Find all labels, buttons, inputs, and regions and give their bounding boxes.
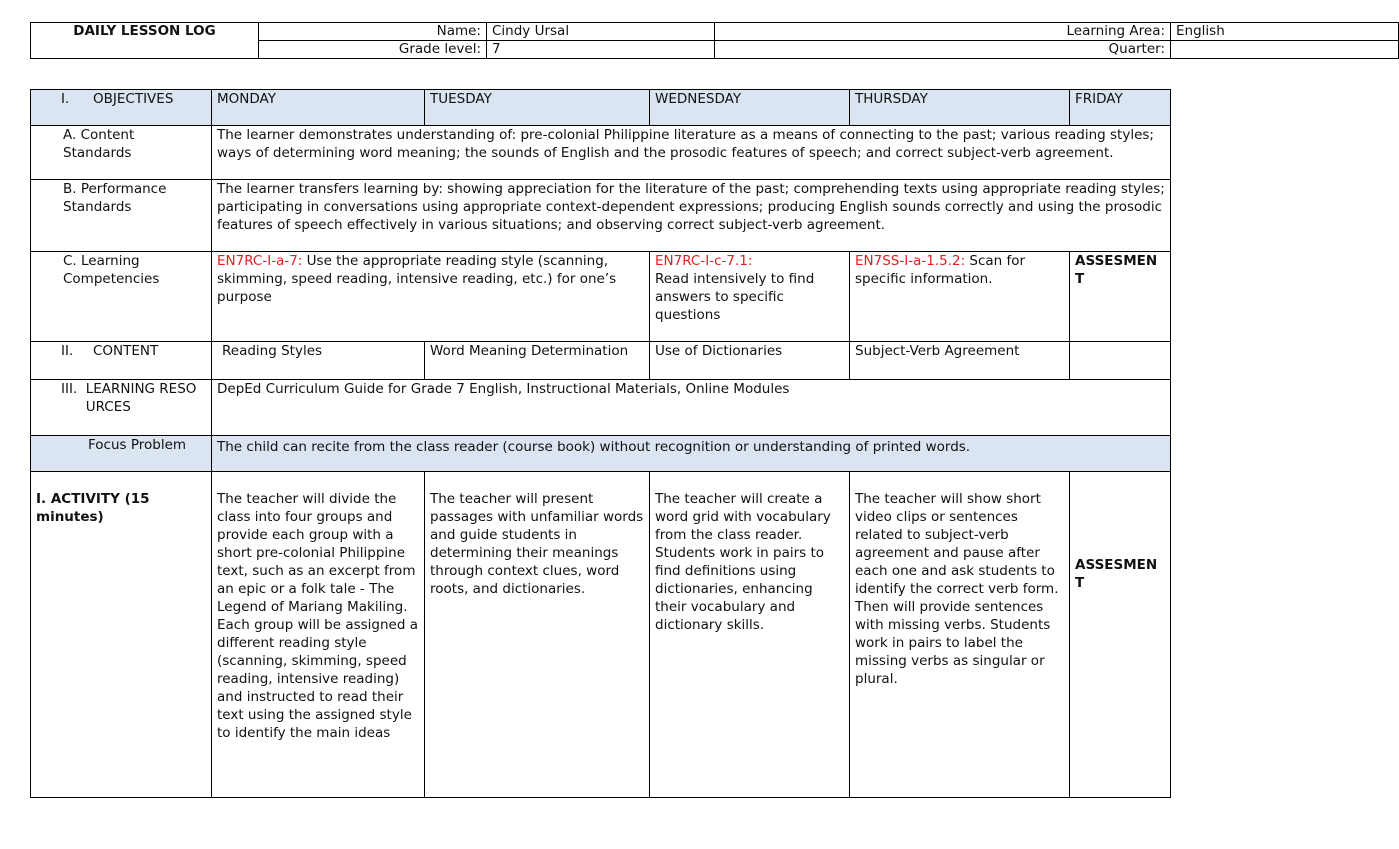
activity-tuesday: The teacher will present passages with unfamiliar words and guide students in determining their meanings through context clues, word roots, and dictionaries. [425,472,650,798]
objectives-num: I. [61,91,70,107]
performance-standards-label: B. Performance Standards [31,180,212,252]
content-text: CONTENT [93,343,159,359]
content-thursday: Subject-Verb Agreement [850,342,1070,380]
learning-area-label: Learning Area: [715,23,1171,41]
quarter-value[interactable] [1171,41,1399,59]
activity-thursday: The teacher will show short video clips or sentences related to subject-verb agreement and pause after each one and ask students to identify the correct verb form. Then will provide sentences with missing verbs. Students work in pairs to label the missing verbs as singular or plural. [850,472,1070,798]
content-wednesday: Use of Dictionaries [650,342,850,380]
content-label [31,342,212,380]
quarter-label: Quarter: [715,41,1171,59]
content-num: II. [61,343,74,359]
performance-standards-row [31,180,1171,252]
competency-text-thursday: Scan for specific information. [855,253,1026,287]
day-wednesday: WEDNESDAY [650,90,850,126]
objectives-row [31,90,1171,126]
grade-label: Grade level: [259,41,487,59]
objectives-text: OBJECTIVES [93,91,174,107]
day-monday: MONDAY [212,90,425,126]
activity-wednesday: The teacher will create a word grid with vocabulary from the class reader. Students work in pairs to find definitions using dictionaries, enhancing their vocabulary and dictionary skills. [650,472,850,798]
competency-text-wednesday: Read intensively to find answers to specific questions [655,271,815,323]
competency-friday: ASSESMENT [1070,252,1171,342]
log-title: DAILY LESSON LOG [31,23,259,59]
activity-friday: ASSESMENT [1070,472,1171,798]
resources-num: III. [61,381,78,397]
grade-value[interactable]: 7 [487,41,715,59]
lesson-table [30,89,1171,798]
header-table [30,22,1399,59]
content-tuesday: Word Meaning Determination [425,342,650,380]
content-standards-text: The learner demonstrates understanding of: pre-colonial Philippine literature as a means of connecting to the past; various reading styles; ways of determining word meaning; the sounds of English and the prosodic features of speech; and correct subject-verb agreement. [212,126,1171,180]
day-thursday: THURSDAY [850,90,1070,126]
performance-standards-text: The learner transfers learning by: showing appreciation for the literature of the past; comprehending texts using appropriate reading styles; participating in conversations using appropriate context-dependent expressions; producing English sounds correctly and using the prosodic features of speech effectively in various situations; and observing correct subject-verb agreement. [212,180,1171,252]
resources-text: LEARNING RESOURCES [85,381,197,415]
name-label: Name: [259,23,487,41]
competency-text-monday: Use the appropriate reading style (scanning, skimming, speed reading, intensive reading, etc.) for one’s purpose [217,253,617,305]
content-standards-label: A. Content Standards [31,126,212,180]
activity-row [31,472,1171,798]
resources-content: DepEd Curriculum Guide for Grade 7 English, Instructional Materials, Online Modules [212,380,1171,436]
competencies-row [31,252,1171,342]
day-tuesday: TUESDAY [425,90,650,126]
content-row [31,342,1171,380]
learning-area-value[interactable]: English [1171,23,1399,41]
activity-monday: The teacher will divide the class into four groups and provide each group with a short pre-colonial Philippine text, such as an excerpt from an epic or a folk tale - The Legend of Mariang Makiling. Each group will be assigned a different reading style (scanning, skimming, speed reading, intensive reading) and instructed to read their text using the assigned style to identify the main ideas [212,472,425,798]
competency-monday [212,252,650,342]
content-monday: Reading Styles [212,342,425,380]
activity-label: I. ACTIVITY (15 minutes) [31,472,212,798]
content-friday [1070,342,1171,380]
focus-text: The child can recite from the class reader (course book) without recognition or understanding of printed words. [212,436,1171,472]
name-value[interactable]: Cindy Ursal [487,23,715,41]
resources-row [31,380,1171,436]
resources-label [31,380,212,436]
focus-label: Focus Problem [31,436,212,472]
objectives-label [31,90,212,126]
competencies-label: C. Learning Competencies [31,252,212,342]
competency-code-wednesday: EN7RC-I-c-7.1: [655,253,753,269]
competency-wednesday [650,252,850,342]
competency-thursday [850,252,1070,342]
competency-code-thursday: EN7SS-I-a-1.5.2: [855,253,966,269]
focus-row [31,436,1171,472]
competency-code-monday: EN7RC-I-a-7: [217,253,303,269]
content-standards-row [31,126,1171,180]
day-friday: FRIDAY [1070,90,1171,126]
